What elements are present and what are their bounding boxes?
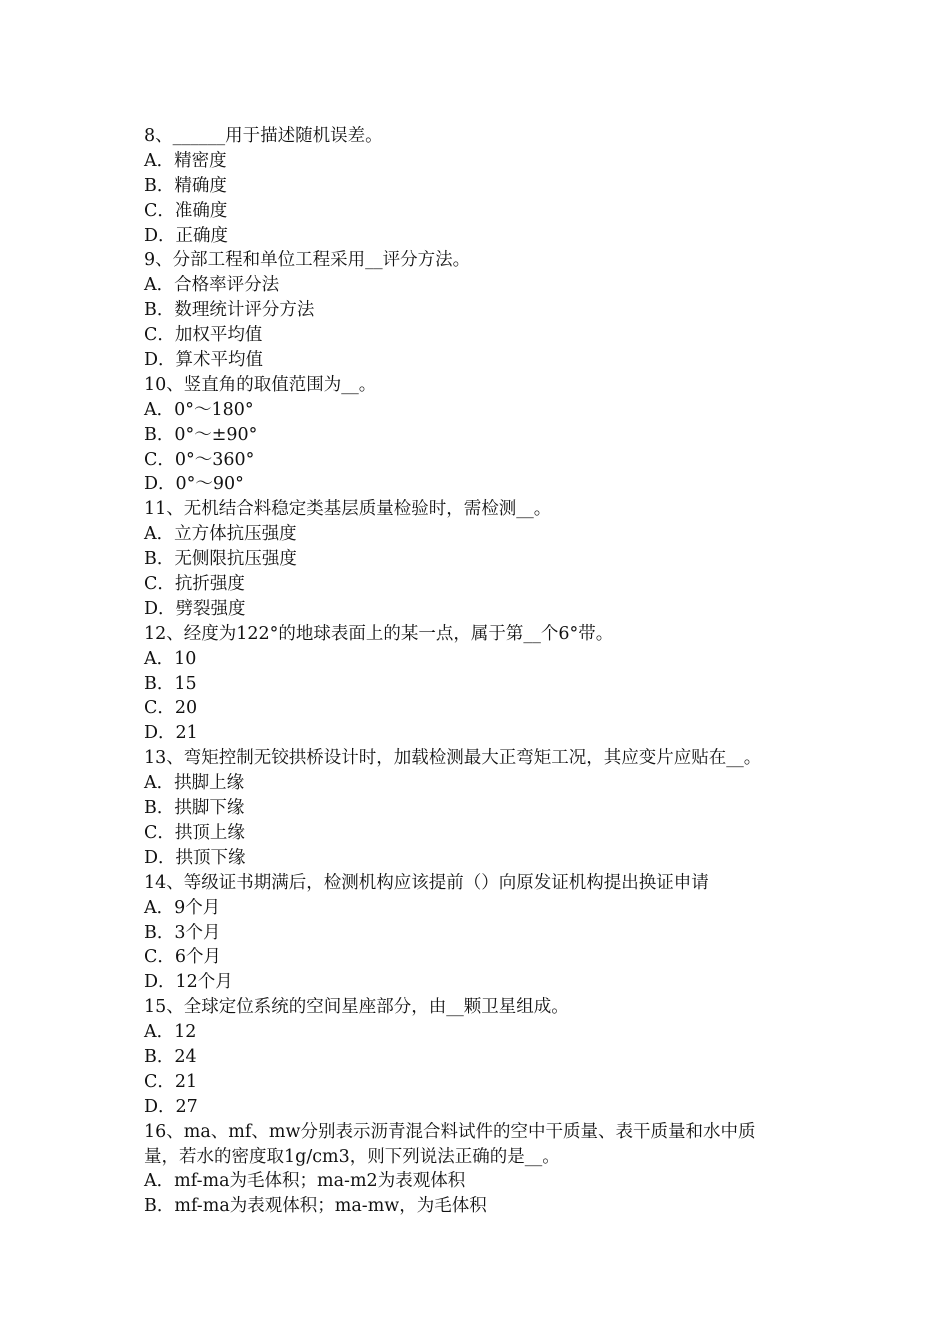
question-12-option-d: D．21 xyxy=(144,723,198,744)
question-10-option-c: C．0°～360° xyxy=(144,449,255,470)
question-15-option-c: C．21 xyxy=(144,1071,198,1092)
question-8-option-c: C．准确度 xyxy=(144,200,228,221)
question-8-option-a: A．精密度 xyxy=(144,150,227,171)
question-14-option-b: B．3个月 xyxy=(144,922,221,943)
question-list xyxy=(144,124,816,1219)
question-8-stem: 8、______用于描述随机误差。 xyxy=(144,126,383,146)
question-11-option-b: B．无侧限抗压强度 xyxy=(144,549,297,570)
question-12-option-c: C．20 xyxy=(144,698,198,719)
question-13-option-d: D．拱顶下缘 xyxy=(144,847,246,868)
question-14-option-d: D．12个月 xyxy=(144,972,233,993)
question-9-option-c: C．加权平均值 xyxy=(144,325,263,346)
question-9-option-d: D．算术平均值 xyxy=(144,350,264,371)
question-10-stem: 10、竖直角的取值范围为__。 xyxy=(144,374,377,395)
question-10-option-b: B．0°～±90° xyxy=(144,424,258,445)
question-11-option-d: D．劈裂强度 xyxy=(144,598,246,619)
question-14-option-c: C．6个月 xyxy=(144,947,222,968)
question-14-stem: 14、等级证书期满后，检测机构应该提前（）向原发证机构提出换证申请 xyxy=(144,872,709,893)
question-12-option-a: A．10 xyxy=(144,648,197,669)
question-16-stem-line-2: 量，若水的密度取1g/cm3，则下列说法正确的是__。 xyxy=(144,1146,560,1167)
question-16-option-b: B．mf-ma为表观体积；ma-mw，为毛体积 xyxy=(144,1196,487,1217)
question-11-option-a: A．立方体抗压强度 xyxy=(144,524,297,545)
question-15-option-b: B．24 xyxy=(144,1046,197,1067)
question-13-option-c: C．拱顶上缘 xyxy=(144,822,245,843)
question-9-option-a: A．合格率评分法 xyxy=(144,275,280,296)
question-10-option-d: D．0°～90° xyxy=(144,474,244,495)
question-12-option-b: B．15 xyxy=(144,673,197,694)
question-13-stem: 13、弯矩控制无铰拱桥设计时，加载检测最大正弯矩工况，其应变片应贴在__。 xyxy=(144,748,762,769)
question-8-option-b: B．精确度 xyxy=(144,175,227,196)
question-11-option-c: C．抗折强度 xyxy=(144,574,245,595)
question-13-option-b: B．拱脚下缘 xyxy=(144,798,245,819)
question-12-stem: 12、经度为122°的地球表面上的某一点，属于第__个6°带。 xyxy=(144,623,614,644)
question-16-stem-line-1: 16、ma、mf、mw分别表示沥青混合料试件的空中干质量、表干质量和水中质 xyxy=(144,1121,756,1142)
question-13-option-a: A．拱脚上缘 xyxy=(144,773,245,794)
question-10-option-a: A．0°～180° xyxy=(144,399,254,420)
question-9-stem: 9、分部工程和单位工程采用__评分方法。 xyxy=(144,250,471,271)
question-16-option-a: A．mf-ma为毛体积；ma-m2为表观体积 xyxy=(144,1171,466,1192)
question-8-option-d: D．正确度 xyxy=(144,225,229,246)
question-15-stem: 15、全球定位系统的空间星座部分，由__颗卫星组成。 xyxy=(144,997,569,1018)
question-14-option-a: A．9个月 xyxy=(144,897,221,918)
question-9-option-b: B．数理统计评分方法 xyxy=(144,300,315,321)
question-15-option-a: A．12 xyxy=(144,1022,197,1043)
question-11-stem: 11、无机结合料稳定类基层质量检验时，需检测__。 xyxy=(144,499,552,520)
question-15-option-d: D．27 xyxy=(144,1096,198,1117)
